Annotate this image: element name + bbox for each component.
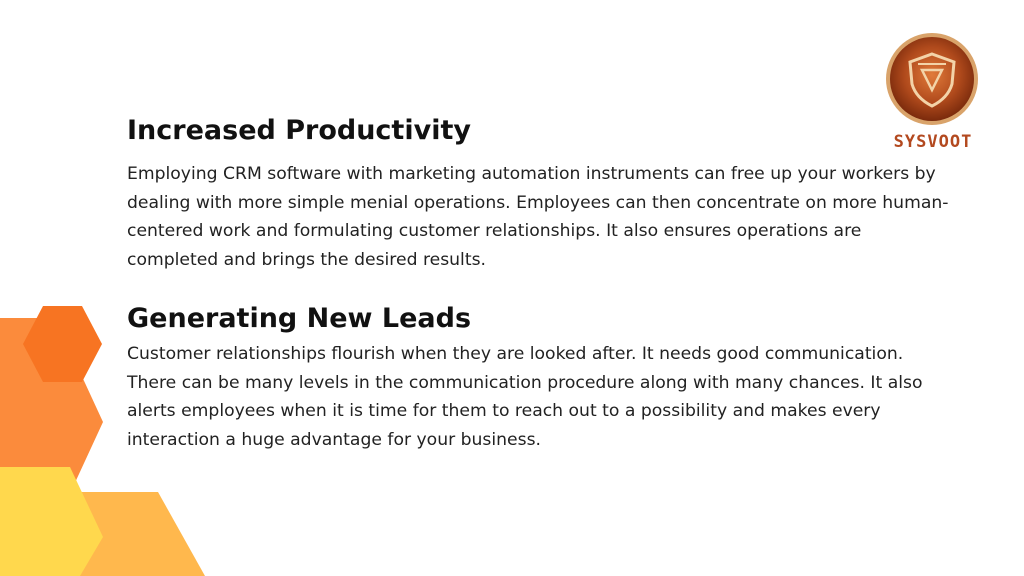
hexagon-orange-small [23, 306, 102, 382]
hexagon-amber [55, 492, 205, 576]
sysvoot-logo [872, 32, 994, 156]
section-heading: Increased Productivity [127, 115, 471, 146]
shield-emblem-icon [872, 32, 994, 132]
logo-text: SYSVOOT [893, 132, 973, 152]
main-content [127, 112, 957, 451]
hexagon-orange-large [0, 318, 103, 526]
section-body: Employing CRM software with marketing automation instruments can free up your workers by dealing with more simple menial operations. Employees can then concentrate on more human-centered work and formulating customer relationships. It also ensures operations are completed and brings the desired results. [127, 164, 949, 271]
section-generating-new-leads [127, 300, 957, 455]
section-increased-productivity [127, 112, 957, 275]
hexagon-yellow [0, 467, 103, 576]
section-body: Customer relationships flourish when they are looked after. It needs good communication. There can be many levels in the communication procedure along with many chances. It also alerts employees when it is time for them to reach out to a possibility and makes every interaction a huge advantage for your business. [127, 344, 923, 451]
section-heading: Generating New Leads [127, 303, 472, 334]
